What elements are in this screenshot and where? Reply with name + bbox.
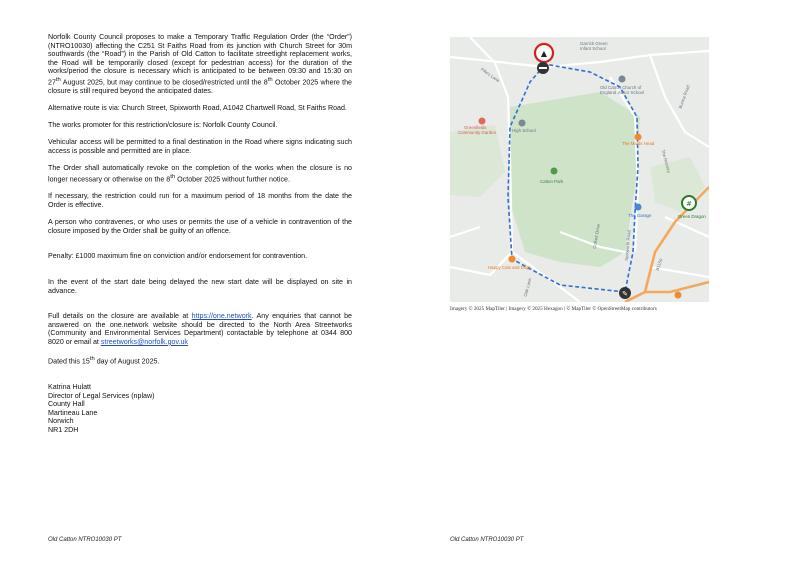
signatory-title: Director of Legal Services (nplaw) [48, 391, 155, 400]
label-infant: Infant School [580, 46, 606, 51]
dated: Dated this 15th day of August 2025. [48, 356, 160, 366]
postcode: NR1 2DH [48, 426, 79, 435]
revocation: The Order shall automatically revoke on the completion of the works when the closure is no longer necessary or otherwise on the 8th October 2025 without further notice. [48, 164, 352, 184]
label-fifers: Fifers Lane [479, 66, 501, 84]
vehicular-access: Vehicular access will be permitted to a final destination in the Road where signs indicating such access is possible and permitted are in place. [48, 138, 352, 156]
works-promoter: The works promoter for this restriction/closure is: Norfolk County Council. [48, 121, 278, 130]
label-garrick: Garrick Green [580, 41, 608, 46]
footer-right: Old Catton NTRO10030 PT [450, 537, 524, 543]
streetworks-email-link[interactable]: streetworks@norfolk.gov.uk [100, 337, 188, 346]
svg-text:▲: ▲ [540, 49, 548, 58]
map-credit: Imagery © 2025 MapTiler | Imagery © 2025 Hexagon | © MapTiler © OpenStreetMap contributors [450, 306, 657, 312]
label-greenfields2: Community Garden [458, 130, 497, 135]
label-spixworth: Spixworth Road [623, 229, 632, 262]
green-dragon-marker [682, 196, 696, 210]
offence: A person who contravenes, or who uses or permits the use of a vehicle in contravention of the closure imposed by the Order shall be guilty of an offence. [48, 218, 352, 235]
one-network-link[interactable]: https://one.network [191, 312, 252, 321]
maximum-period: If necessary, the restriction could run for a maximum period of 18 months from the date the Order is effective. [48, 192, 352, 209]
address-line: County Hall [48, 400, 85, 409]
label-greenfields1: Greenfields [464, 125, 487, 130]
label-oak: Oak Lane [522, 277, 533, 298]
signatory-name: Katrina Hulatt [48, 383, 91, 392]
label-burma: Burma Road [677, 84, 691, 110]
label-church1: Old Catton Church of [600, 85, 642, 90]
label-high: High School [512, 128, 536, 133]
label-catton-park: Catton Park [540, 179, 564, 184]
address-line: Martineau Lane [48, 408, 98, 417]
svg-text:#: # [686, 200, 692, 208]
label-green-dragon: Green Dragon [678, 214, 706, 219]
signature-block [48, 383, 352, 435]
alternative-route: Alternative route is via: Church Street, Spixworth Road, A1042 Chartwell Road, St Faiths Road. [48, 104, 347, 113]
catton-park-area [508, 92, 640, 267]
closure-map [450, 37, 709, 302]
label-mason: The Maids Head [622, 141, 655, 146]
works-marker [619, 287, 631, 299]
notice-paragraph-1: Norfolk County Council proposes to make a Temporary Traffic Regulation Order (the “Order”) (NTRO10030) affecting the C251 St Faiths Road from its junction with Church Street for 30m southwards (the “Road”) in the Parish of Old Catton to facilitate streetlight replacement works, the Road will be temporarily closed (except for pedestrian access) for the duration of the works/period the closure is necessary which is anticipated to be between 09:30 and 15:30 on 27th August 2025, but may continue to be closed/restricted until the 8th October 2025 where the closure is still required beyond the anticipated dates. [48, 33, 352, 95]
label-colkett: Colkett Drive [591, 223, 602, 250]
footer-left: Old Catton NTRO10030 PT [48, 537, 122, 543]
start-date-delay: In the event of the start date being delayed the new start date will be displayed on site in advance. [48, 277, 352, 295]
closure-marker [535, 44, 553, 62]
label-rectory: The Rectory [660, 149, 672, 174]
notice-text [48, 33, 352, 435]
label-happy: Happy Cats and Dogs [488, 265, 531, 270]
label-church2: England Junior School [600, 90, 644, 95]
penalty: Penalty: £1000 maximum fine on conviction and/or endorsement for contravention. [48, 252, 308, 261]
label-garage: The Garage [628, 213, 652, 218]
address-line: Norwich [48, 417, 74, 426]
svg-text:✎: ✎ [622, 290, 628, 298]
full-details: Full details on the closure are available at https://one.network. Any enquiries that cannot be answered on the one.network website should be directed to the North Area Streetworks (Community and Environmental Services Department) contactable by telephone at 0344 800 8020 or email at streetworks@norfolk.gov.uk [48, 312, 353, 346]
label-road-num: B1150 [654, 257, 664, 272]
map-svg [450, 37, 709, 302]
no-entry-marker [537, 62, 549, 74]
